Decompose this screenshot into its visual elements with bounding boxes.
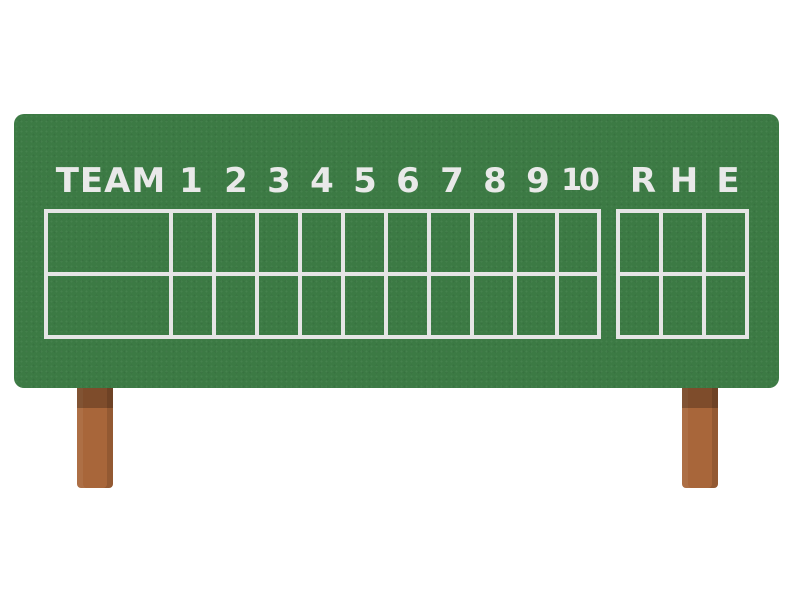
inning-divider-9 [555, 209, 559, 339]
main-grid-bottom-border [44, 335, 601, 339]
header-team-label: TEAM [55, 161, 167, 201]
inning-divider-5 [384, 209, 388, 339]
inning-divider-7 [470, 209, 474, 339]
main-grid-middle-border [44, 272, 601, 276]
team-column-divider [169, 209, 173, 339]
main-grid-right-border [597, 209, 601, 339]
header-inning-10: 10 [561, 163, 597, 198]
header-hits: H [669, 161, 699, 201]
totals-grid-bottom-border [616, 335, 749, 339]
inning-divider-2 [255, 209, 259, 339]
header-inning-6: 6 [396, 161, 420, 201]
main-grid-top-border [44, 209, 601, 213]
inning-divider-6 [427, 209, 431, 339]
header-inning-4: 4 [310, 161, 334, 201]
header-errors: E [716, 161, 740, 201]
scoreboard [14, 114, 779, 388]
totals-grid-top-border [616, 209, 749, 213]
totals-grid-left-border [616, 209, 620, 339]
inning-divider-4 [341, 209, 345, 339]
header-inning-8: 8 [483, 161, 507, 201]
totals-grid-middle-border [616, 272, 749, 276]
header-runs: R [629, 161, 657, 201]
totals-divider-1 [659, 209, 663, 339]
header-inning-9: 9 [526, 161, 550, 201]
right-support-post [682, 378, 718, 488]
header-inning-1: 1 [179, 161, 203, 201]
header-inning-2: 2 [224, 161, 248, 201]
header-inning-7: 7 [440, 161, 464, 201]
left-support-post [77, 378, 113, 488]
inning-divider-1 [212, 209, 216, 339]
main-grid-left-border [44, 209, 48, 339]
inning-divider-8 [513, 209, 517, 339]
totals-divider-2 [702, 209, 706, 339]
header-inning-3: 3 [267, 161, 291, 201]
header-inning-5: 5 [353, 161, 377, 201]
inning-divider-3 [298, 209, 302, 339]
totals-grid-right-border [745, 209, 749, 339]
